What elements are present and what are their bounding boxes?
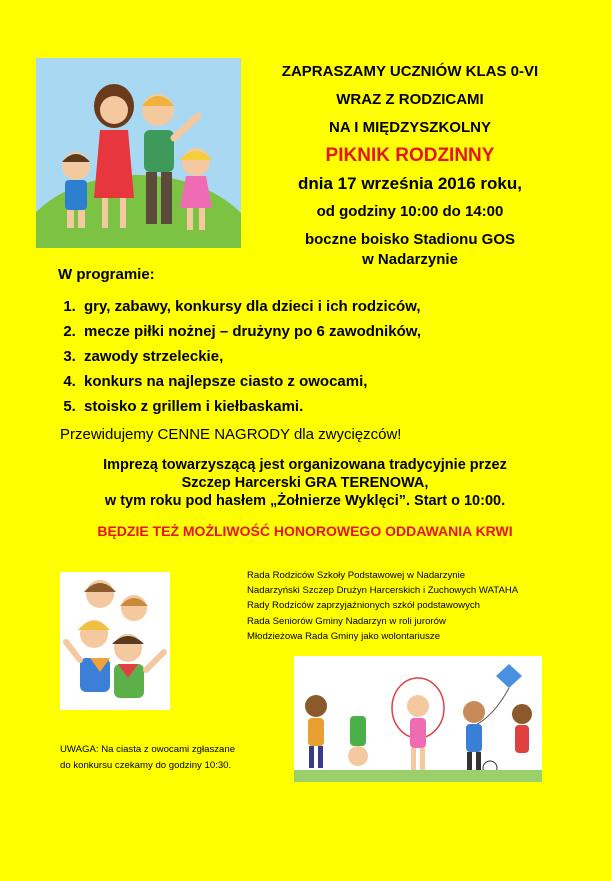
invitation-line-2: WRAZ Z RODZICAMI	[336, 91, 484, 108]
blood-donation-notice: BĘDZIE TEŻ MOŻLIWOŚĆ HONOROWEGO ODDAWANIA KRWI	[97, 523, 513, 539]
program-heading: W programie:	[58, 266, 155, 283]
event-title: PIKNIK RODZINNY	[325, 145, 495, 166]
cake-contest-note	[60, 742, 235, 774]
program-list	[64, 294, 421, 419]
organizer-item: Nadarzyński Szczep Drużyn Harcerskich i Zuchowych WATAHA	[247, 585, 519, 597]
organizer-item: Młodzieżowa Rada Gminy jako wolontariusze	[247, 630, 441, 642]
kids-playing-illustration	[294, 656, 542, 782]
note-line-2: do konkursu czekamy do godziny 10:30.	[60, 760, 232, 771]
scout-event-info	[40, 456, 570, 510]
event-date: dnia 17 września 2016 roku,	[298, 174, 522, 193]
organizers-list	[247, 568, 518, 644]
scout-line-2: Szczep Harcerski GRA TERENOWA,	[181, 475, 429, 491]
invitation-header	[240, 58, 580, 274]
organizer-item: Rada Seniorów Gminy Nadarzyn w roli jurorów	[247, 615, 446, 627]
scouts-illustration	[60, 572, 170, 710]
program-item: 3. zawody strzeleckie,	[80, 344, 421, 369]
organizer-item: Rada Rodziców Szkoły Podstawowej w Nadarzynie	[247, 570, 466, 581]
scout-line-3: w tym roku pod hasłem „Żołnierze Wyklęci”. Start o 10:00.	[104, 493, 506, 509]
scout-line-1: Imprezą towarzyszącą jest organizowana tradycyjnie przez	[103, 457, 507, 473]
prizes-text: Przewidujemy CENNE NAGRODY dla zwycięzców!	[60, 426, 402, 443]
event-place-town: w Nadarzynie	[362, 251, 458, 268]
invitation-line-3: NA I MIĘDZYSZKOLNY	[329, 119, 491, 136]
program-item: 1. gry, zabawy, konkursy dla dzieci i ich rodziców,	[80, 294, 421, 319]
family-illustration	[36, 58, 241, 248]
event-place: boczne boisko Stadionu GOS	[304, 231, 515, 248]
event-time: od godziny 10:00 do 14:00	[316, 203, 504, 220]
program-item: 5. stoisko z grillem i kiełbaskami.	[80, 394, 421, 419]
program-item: 2. mecze piłki nożnej – drużyny po 6 zawodników,	[80, 319, 421, 344]
invitation-line-1: ZAPRASZAMY UCZNIÓW KLAS 0-VI	[281, 63, 539, 80]
organizer-item: Rady Rodziców zaprzyjaźnionych szkół podstawowych	[247, 600, 481, 612]
program-item: 4. konkurs na najlepsze ciasto z owocami,	[80, 369, 421, 394]
note-line-1: UWAGA: Na ciasta z owocami zgłaszane	[60, 744, 236, 755]
